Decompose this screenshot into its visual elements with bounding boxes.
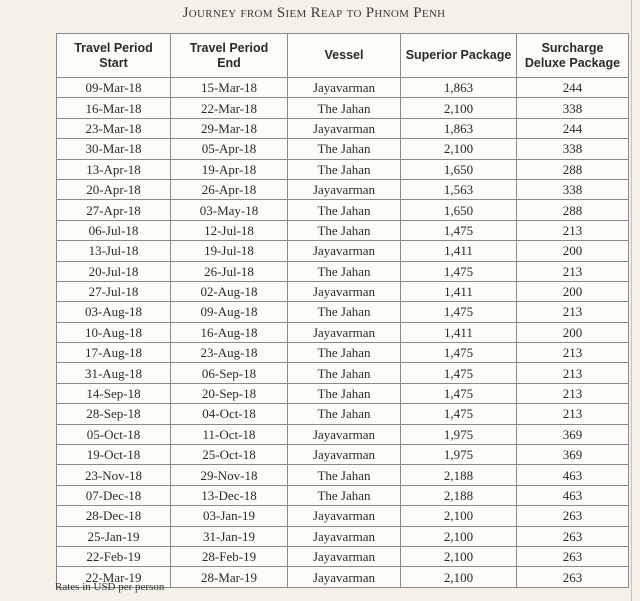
start-date-cell: 13-Apr-18 — [57, 159, 171, 179]
start-date-cell: 03-Aug-18 — [57, 302, 171, 322]
vessel-cell: The Jahan — [288, 98, 401, 118]
superior-price-cell: 1,650 — [401, 159, 517, 179]
superior-price-cell: 1,475 — [401, 220, 517, 240]
deluxe-surcharge-cell: 213 — [517, 343, 629, 363]
superior-price-cell: 2,100 — [401, 98, 517, 118]
superior-price-cell: 1,475 — [401, 261, 517, 281]
vessel-cell: Jayavarman — [288, 281, 401, 301]
deluxe-surcharge-cell: 288 — [517, 200, 629, 220]
footnote: Rates in USD per person — [55, 581, 165, 593]
table-row — [57, 200, 629, 220]
superior-price-cell: 2,188 — [401, 465, 517, 485]
superior-price-cell: 2,100 — [401, 506, 517, 526]
start-date-cell: 05-Oct-18 — [57, 424, 171, 444]
end-date-cell: 15-Mar-18 — [171, 78, 288, 98]
vessel-cell: The Jahan — [288, 261, 401, 281]
superior-price-cell: 2,188 — [401, 485, 517, 505]
end-date-cell: 03-May-18 — [171, 200, 288, 220]
table-row — [57, 363, 629, 383]
deluxe-surcharge-cell: 213 — [517, 220, 629, 240]
start-date-cell: 22-Feb-19 — [57, 546, 171, 566]
table-row — [57, 118, 629, 138]
end-date-cell: 28-Mar-19 — [171, 567, 288, 587]
end-date-cell: 03-Jan-19 — [171, 506, 288, 526]
vessel-cell: Jayavarman — [288, 546, 401, 566]
start-date-cell: 27-Jul-18 — [57, 281, 171, 301]
start-date-cell: 17-Aug-18 — [57, 343, 171, 363]
vessel-cell: Jayavarman — [288, 322, 401, 342]
table-row — [57, 139, 629, 159]
table-row — [57, 424, 629, 444]
table-row — [57, 261, 629, 281]
deluxe-surcharge-cell: 244 — [517, 118, 629, 138]
deluxe-surcharge-cell: 213 — [517, 302, 629, 322]
table-row — [57, 241, 629, 261]
start-date-cell: 10-Aug-18 — [57, 322, 171, 342]
superior-price-cell: 1,411 — [401, 281, 517, 301]
start-date-cell: 14-Sep-18 — [57, 383, 171, 403]
deluxe-surcharge-cell: 200 — [517, 322, 629, 342]
superior-price-cell: 1,863 — [401, 118, 517, 138]
start-date-cell: 23-Nov-18 — [57, 465, 171, 485]
rates-table — [56, 33, 629, 588]
end-date-cell: 11-Oct-18 — [171, 424, 288, 444]
end-date-cell: 06-Sep-18 — [171, 363, 288, 383]
deluxe-surcharge-cell: 200 — [517, 281, 629, 301]
table-row — [57, 78, 629, 98]
start-date-cell: 25-Jan-19 — [57, 526, 171, 546]
end-date-cell: 29-Nov-18 — [171, 465, 288, 485]
vessel-cell: Jayavarman — [288, 78, 401, 98]
end-date-cell: 20-Sep-18 — [171, 383, 288, 403]
table-row — [57, 404, 629, 424]
header-superior: Superior Package — [401, 34, 517, 78]
start-date-cell: 30-Mar-18 — [57, 139, 171, 159]
vessel-cell: Jayavarman — [288, 567, 401, 587]
vessel-cell: The Jahan — [288, 404, 401, 424]
end-date-cell: 23-Aug-18 — [171, 343, 288, 363]
end-date-cell: 28-Feb-19 — [171, 546, 288, 566]
superior-price-cell: 1,411 — [401, 322, 517, 342]
deluxe-surcharge-cell: 338 — [517, 179, 629, 199]
superior-price-cell: 1,475 — [401, 302, 517, 322]
deluxe-surcharge-cell: 213 — [517, 363, 629, 383]
table-row — [57, 302, 629, 322]
deluxe-surcharge-cell: 463 — [517, 485, 629, 505]
table-row — [57, 343, 629, 363]
start-date-cell: 20-Jul-18 — [57, 261, 171, 281]
deluxe-surcharge-cell: 263 — [517, 526, 629, 546]
start-date-cell: 13-Jul-18 — [57, 241, 171, 261]
end-date-cell: 04-Oct-18 — [171, 404, 288, 424]
vessel-cell: Jayavarman — [288, 424, 401, 444]
vessel-cell: The Jahan — [288, 139, 401, 159]
end-date-cell: 19-Jul-18 — [171, 241, 288, 261]
table-row — [57, 220, 629, 240]
end-date-cell: 25-Oct-18 — [171, 445, 288, 465]
superior-price-cell: 1,863 — [401, 78, 517, 98]
start-date-cell: 09-Mar-18 — [57, 78, 171, 98]
superior-price-cell: 1,650 — [401, 200, 517, 220]
start-date-cell: 06-Jul-18 — [57, 220, 171, 240]
vessel-cell: The Jahan — [288, 302, 401, 322]
deluxe-surcharge-cell: 369 — [517, 424, 629, 444]
deluxe-surcharge-cell: 213 — [517, 261, 629, 281]
vessel-cell: The Jahan — [288, 363, 401, 383]
deluxe-surcharge-cell: 200 — [517, 241, 629, 261]
end-date-cell: 29-Mar-18 — [171, 118, 288, 138]
end-date-cell: 26-Apr-18 — [171, 179, 288, 199]
start-date-cell: 16-Mar-18 — [57, 98, 171, 118]
superior-price-cell: 2,100 — [401, 139, 517, 159]
end-date-cell: 05-Apr-18 — [171, 139, 288, 159]
table-row — [57, 179, 629, 199]
deluxe-surcharge-cell: 263 — [517, 506, 629, 526]
end-date-cell: 09-Aug-18 — [171, 302, 288, 322]
deluxe-surcharge-cell: 338 — [517, 139, 629, 159]
deluxe-surcharge-cell: 338 — [517, 98, 629, 118]
superior-price-cell: 1,411 — [401, 241, 517, 261]
vessel-cell: Jayavarman — [288, 445, 401, 465]
table-row — [57, 281, 629, 301]
end-date-cell: 22-Mar-18 — [171, 98, 288, 118]
superior-price-cell: 1,563 — [401, 179, 517, 199]
start-date-cell: 28-Dec-18 — [57, 506, 171, 526]
deluxe-surcharge-cell: 369 — [517, 445, 629, 465]
end-date-cell: 31-Jan-19 — [171, 526, 288, 546]
table-row — [57, 485, 629, 505]
end-date-cell: 13-Dec-18 — [171, 485, 288, 505]
table-row — [57, 98, 629, 118]
superior-price-cell: 2,100 — [401, 567, 517, 587]
superior-price-cell: 1,475 — [401, 343, 517, 363]
superior-price-cell: 1,475 — [401, 363, 517, 383]
deluxe-surcharge-cell: 244 — [517, 78, 629, 98]
table-row — [57, 465, 629, 485]
vessel-cell: Jayavarman — [288, 179, 401, 199]
superior-price-cell: 2,100 — [401, 526, 517, 546]
table-title: Journey from Siem Reap to Phnom Penh — [182, 5, 446, 21]
start-date-cell: 31-Aug-18 — [57, 363, 171, 383]
start-date-cell: 27-Apr-18 — [57, 200, 171, 220]
vessel-cell: The Jahan — [288, 159, 401, 179]
superior-price-cell: 1,975 — [401, 424, 517, 444]
vessel-cell: Jayavarman — [288, 526, 401, 546]
vessel-cell: The Jahan — [288, 200, 401, 220]
superior-price-cell: 1,475 — [401, 404, 517, 424]
end-date-cell: 16-Aug-18 — [171, 322, 288, 342]
end-date-cell: 02-Aug-18 — [171, 281, 288, 301]
superior-price-cell: 2,100 — [401, 546, 517, 566]
start-date-cell: 28-Sep-18 — [57, 404, 171, 424]
end-date-cell: 12-Jul-18 — [171, 220, 288, 240]
superior-price-cell: 1,975 — [401, 445, 517, 465]
header-start: Travel Period Start — [57, 34, 171, 78]
table-row — [57, 159, 629, 179]
deluxe-surcharge-cell: 463 — [517, 465, 629, 485]
table-row — [57, 322, 629, 342]
vessel-cell: Jayavarman — [288, 506, 401, 526]
deluxe-surcharge-cell: 288 — [517, 159, 629, 179]
start-date-cell: 20-Apr-18 — [57, 179, 171, 199]
vessel-cell: The Jahan — [288, 465, 401, 485]
start-date-cell: 19-Oct-18 — [57, 445, 171, 465]
deluxe-surcharge-cell: 263 — [517, 546, 629, 566]
table-row — [57, 383, 629, 403]
vessel-cell: The Jahan — [288, 220, 401, 240]
vessel-cell: The Jahan — [288, 485, 401, 505]
header-surcharge: Surcharge Deluxe Package — [517, 34, 629, 78]
header-vessel: Vessel — [288, 34, 401, 78]
deluxe-surcharge-cell: 213 — [517, 383, 629, 403]
header-end: Travel Period End — [171, 34, 288, 78]
start-date-cell: 23-Mar-18 — [57, 118, 171, 138]
superior-price-cell: 1,475 — [401, 383, 517, 403]
vessel-cell: The Jahan — [288, 383, 401, 403]
end-date-cell: 19-Apr-18 — [171, 159, 288, 179]
table-row — [57, 445, 629, 465]
deluxe-surcharge-cell: 213 — [517, 404, 629, 424]
header-row — [57, 34, 629, 78]
table-row — [57, 546, 629, 566]
start-date-cell: 07-Dec-18 — [57, 485, 171, 505]
table-row — [57, 506, 629, 526]
deluxe-surcharge-cell: 263 — [517, 567, 629, 587]
vessel-cell: The Jahan — [288, 343, 401, 363]
table-row — [57, 526, 629, 546]
vessel-cell: Jayavarman — [288, 241, 401, 261]
page-divider — [631, 0, 632, 601]
end-date-cell: 26-Jul-18 — [171, 261, 288, 281]
vessel-cell: Jayavarman — [288, 118, 401, 138]
start-date-cell: 22-Mar-19 — [57, 567, 171, 587]
